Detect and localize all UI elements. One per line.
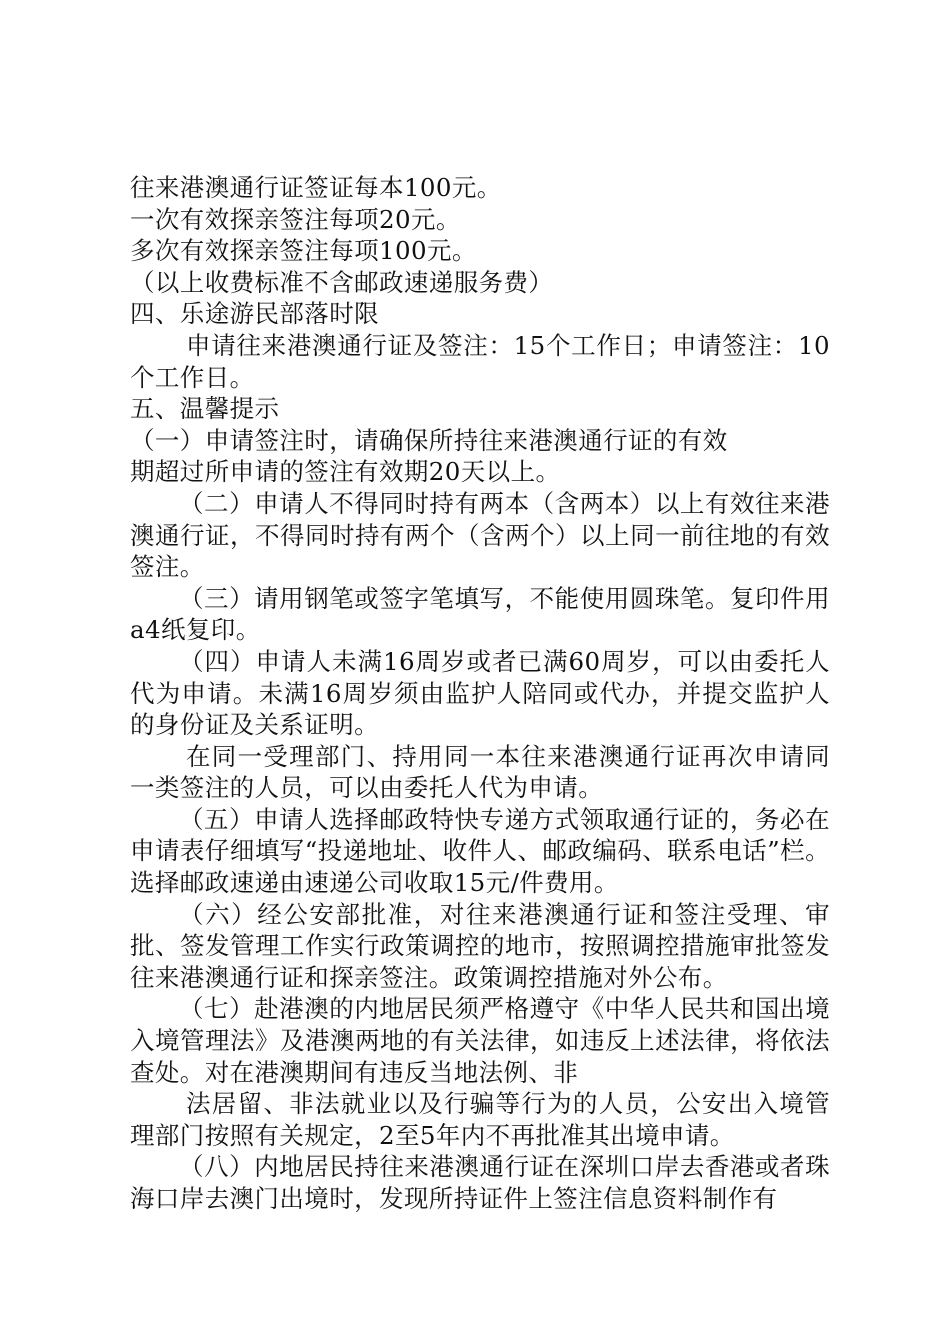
fee-multiple-visit-endorsement: 多次有效探亲签注每项100元。 (130, 236, 477, 266)
tip-4-paragraph: （四）申请人未满16周岁或者已满60周岁，可以由委托人代为申请。未满16周岁须由监护人陪同或代办，并提交监护人的身份证及关系证明。 (130, 646, 830, 740)
tip-3-paragraph: （三）请用钢笔或签字笔填写，不能使用圆珠笔。复印件用a4纸复印。 (130, 583, 830, 645)
fee-passport-visa: 往来港澳通行证签证每本100元。 (130, 173, 502, 202)
tip-2-paragraph: （二）申请人不得同时持有两本（含两本）以上有效往来港澳通行证，不得同时持有两个（含两个）以上同一前往地的有效签注。 (130, 488, 830, 582)
document-body (130, 172, 830, 1215)
tip-4-continuation: 在同一受理部门、持用同一本往来港澳通行证再次申请同一类签注的人员，可以由委托人代为申请。 (130, 741, 830, 803)
section-heading-4: 四、乐途游民部落时限 (130, 299, 379, 329)
tip-7-continuation: 法居留、非法就业以及行骗等行为的人员，公安出入境管理部门按照有关规定，2至5年内不再批准其出境申请。 (130, 1089, 830, 1150)
processing-time-paragraph: 申请往来港澳通行证及签注：15个工作日；申请签注：10个工作日。 (130, 330, 830, 392)
section-heading-5: 五、温馨提示 (130, 394, 280, 424)
tip-1-line-1: （一）申请签注时，请确保所持往来港澳通行证的有效 (130, 425, 728, 455)
tip-1-line-2: 期超过所申请的签注有效期20天以上。 (130, 457, 561, 487)
tip-5-paragraph: （五）申请人选择邮政特快专递方式领取通行证的，务必在申请表仔细填写“投递地址、收件人、邮政编码、联系电话”栏。选择邮政速递由速递公司收取15元/件费用。 (130, 804, 830, 898)
fee-single-visit-endorsement: 一次有效探亲签注每项20元。 (130, 204, 461, 234)
tip-7-paragraph: （七）赴港澳的内地居民须严格遵守《中华人民共和国出境入境管理法》及港澳两地的有关法律，如违反上述法律，将依法查处。对在港澳期间有违反当地法例、非 (130, 994, 830, 1087)
tip-8-paragraph: （八）内地居民持往来港澳通行证在深圳口岸去香港或者珠海口岸去澳门出境时，发现所持证件上签注信息资料制作有 (130, 1152, 830, 1213)
tip-6-paragraph: （六）经公安部批准，对往来港澳通行证和签注受理、审批、签发管理工作实行政策调控的地市，按照调控措施审批签发往来港澳通行证和探亲签注。政策调控措施对外公布。 (130, 899, 830, 992)
fee-note: （以上收费标准不含邮政速递服务费） (130, 267, 554, 297)
